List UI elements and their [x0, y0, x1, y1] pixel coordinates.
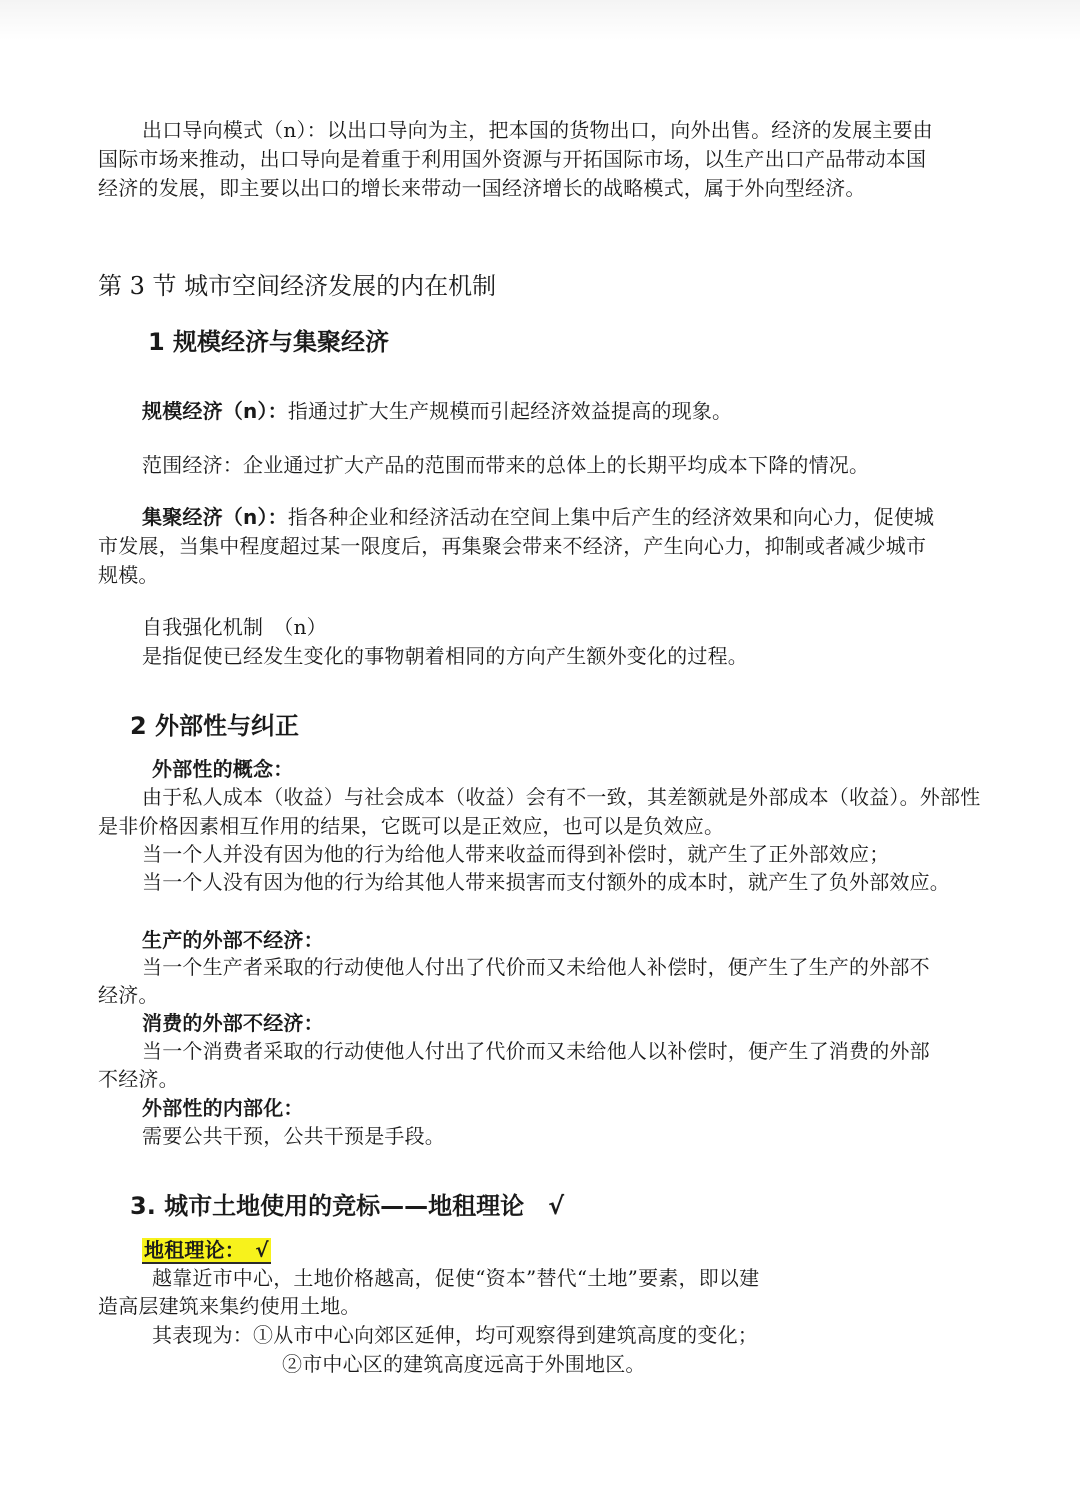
export-orientation-line-1: 出口导向模式（n）：以出口导向为主，把本国的货物出口，向外出售。经济的发展主要由 [142, 118, 933, 142]
scale-economy-term: 规模经济（n）： [142, 399, 288, 423]
externality-concept-line-2: 是非价格因素相互作用的结果，它既可以是正效应，也可以是负效应。 [98, 814, 725, 838]
production-externality-line-1: 当一个生产者采取的行动使他人付出了代价而又未给他人补偿时，便产生了生产的外部不 [142, 955, 930, 979]
self-reinforcement-term: 自我强化机制 （n） [142, 615, 327, 639]
agglomeration-line-2: 市发展，当集中程度超过某一限度后，再集聚会带来不经济，产生向心力，抑制或者减少城市 [98, 534, 927, 558]
self-reinforcement-definition: 是指促使已经发生变化的事物朝着相同的方向产生额外变化的过程。 [142, 644, 748, 668]
externality-concept-line-1: 由于私人成本（收益）与社会成本（收益）会有不一致，其差额就是外部成本（收益）。外部性 [142, 785, 981, 809]
rent-theory-line-4: ②市中心区的建筑高度远高于外围地区。 [282, 1352, 646, 1376]
scope-economy-line: 范围经济：企业通过扩大产品的范围而带来的总体上的长期平均成本下降的情况。 [142, 453, 870, 477]
externality-concept-line-3: 当一个人并没有因为他的行为给他人带来收益而得到补偿时，就产生了正外部效应； [142, 842, 890, 866]
consumption-externality-line-1: 当一个消费者采取的行动使他人付出了代价而又未给他人以补偿时，便产生了消费的外部 [142, 1039, 930, 1063]
topic1-heading: 1 规模经济与集聚经济 [148, 328, 390, 356]
production-externality-line-2: 经济。 [98, 983, 159, 1007]
rent-theory-line-2: 造高层建筑来集约使用土地。 [98, 1294, 361, 1318]
rent-theory-highlight: 地租理论： √ [144, 1238, 269, 1262]
section-title: 第 3 节 城市空间经济发展的内在机制 [98, 272, 497, 300]
scale-economy-definition: 指通过扩大生产规模而引起经济效益提高的现象。 [287, 399, 733, 423]
topic3-heading: 3. 城市土地使用的竞标——地租理论 √ [130, 1192, 565, 1220]
rent-theory-line-1: 越靠近市中心，土地价格越高，促使“资本”替代“土地”要素，即以建 [152, 1266, 760, 1290]
scale-economy-line [142, 397, 732, 425]
rent-theory-label [142, 1236, 271, 1264]
externality-concept-label: 外部性的概念： [152, 757, 294, 781]
rent-theory-line-3: 其表现为：①从市中心向郊区延伸，均可观察得到建筑高度的变化； [152, 1323, 758, 1347]
export-orientation-line-2: 国际市场来推动，出口导向是着重于利用国外资源与开拓国际市场，以生产出口产品带动本国 [98, 147, 927, 171]
consumption-externality-line-2: 不经济。 [98, 1067, 179, 1091]
internalization-label: 外部性的内部化： [142, 1096, 304, 1120]
agglomeration-term: 集聚经济（n）： [142, 505, 288, 529]
production-externality-label: 生产的外部不经济： [142, 928, 324, 952]
topic2-heading: 2 外部性与纠正 [130, 712, 300, 740]
internalization-line: 需要公共干预，公共干预是手段。 [142, 1124, 445, 1148]
externality-concept-line-4: 当一个人没有因为他的行为给其他人带来损害而支付额外的成本时，就产生了负外部效应。 [142, 870, 950, 894]
export-orientation-line-3: 经济的发展，即主要以出口的增长来带动一国经济增长的战略模式，属于外向型经济。 [98, 176, 866, 200]
agglomeration-line-1 [142, 503, 934, 531]
agglomeration-line-3: 规模。 [98, 563, 159, 587]
agglomeration-definition-1: 指各种企业和经济活动在空间上集中后产生的经济效果和向心力，促使城 [287, 505, 935, 529]
consumption-externality-label: 消费的外部不经济： [142, 1011, 324, 1035]
